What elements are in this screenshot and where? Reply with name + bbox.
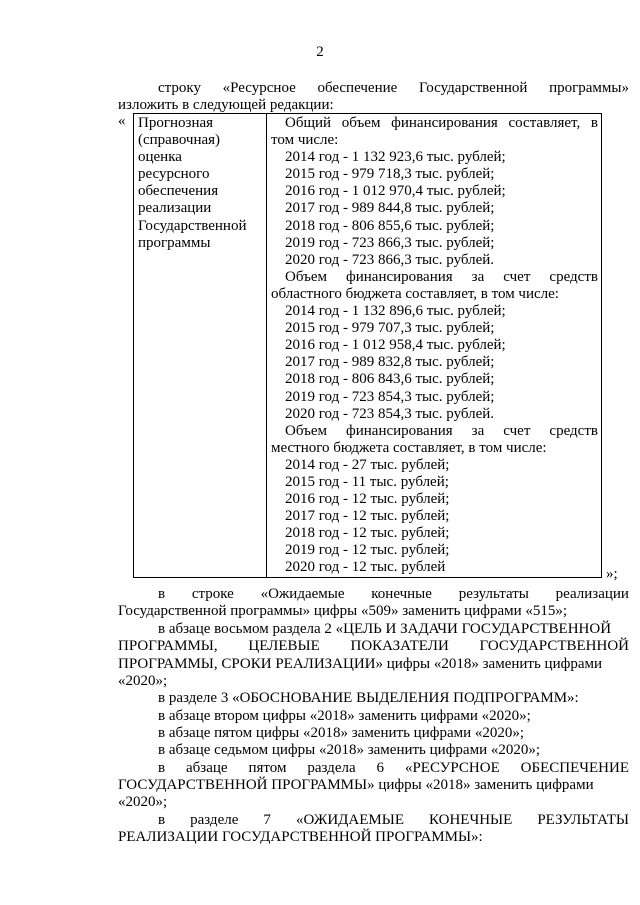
word: абзаце bbox=[186, 760, 228, 776]
regional-year-row: 2020 год - 723 854,3 тыс. рублей. bbox=[285, 405, 495, 422]
regional-year-row: 2018 год - 806 843,6 тыс. рублей; bbox=[285, 371, 495, 388]
regional-heading bbox=[271, 269, 598, 286]
word: за bbox=[471, 268, 485, 285]
paragraph-3: в разделе 3 «ОБОСНОВАНИЕ ВЫДЕЛЕНИЯ ПОДПРОГРАММ»: bbox=[158, 690, 579, 706]
label-line: (справочная) bbox=[138, 132, 221, 149]
paragraph-2-line-1: в абзаце восьмом раздела 2 «ЦЕЛЬ И ЗАДАЧИ ГОСУДАРСТВЕННОЙ bbox=[158, 621, 612, 637]
total-year-row: 2016 год - 1 012 970,4 тыс. рублей; bbox=[285, 183, 506, 200]
word: раздела bbox=[307, 760, 356, 776]
total-heading-cont: том числе: bbox=[271, 132, 339, 149]
word: ЦЕЛЕВЫЕ bbox=[248, 638, 320, 654]
word: Объем bbox=[285, 422, 327, 439]
word: 7 bbox=[263, 812, 271, 828]
paragraph-8-line-1 bbox=[158, 811, 629, 829]
word: «РЕСУРСНОЕ bbox=[404, 760, 500, 776]
label-line: программы bbox=[138, 234, 211, 251]
paragraph-1-line-1 bbox=[158, 585, 629, 603]
table-data-cell bbox=[267, 114, 602, 578]
total-year-row: 2014 год - 1 132 923,6 тыс. рублей; bbox=[285, 149, 506, 166]
word: составляет, bbox=[508, 115, 581, 131]
paragraph-2-line-3: ПРОГРАММЫ, СРОКИ РЕАЛИЗАЦИИ» цифры «2018» заменить цифрами bbox=[118, 656, 602, 672]
table-label-cell bbox=[134, 114, 267, 578]
regional-year-row: 2014 год - 1 132 896,6 тыс. рублей; bbox=[285, 303, 506, 320]
total-year-row: 2017 год - 989 844,8 тыс. рублей; bbox=[285, 200, 495, 217]
word: Государственной bbox=[418, 80, 528, 96]
label-line: Государственной bbox=[138, 217, 247, 234]
word: счет bbox=[503, 422, 531, 439]
total-year-row: 2018 год - 806 855,6 тыс. рублей; bbox=[285, 217, 495, 234]
table-open-quote: « bbox=[118, 113, 126, 129]
word: средств bbox=[549, 422, 598, 439]
word: строке bbox=[191, 586, 234, 602]
local-heading bbox=[271, 423, 598, 440]
word: счет bbox=[503, 268, 531, 285]
local-year-row: 2019 год - 12 тыс. рублей; bbox=[285, 542, 450, 559]
table-close-quote: »; bbox=[606, 566, 618, 582]
word: ГОСУДАРСТВЕННОЙ bbox=[479, 638, 629, 654]
word: пятом bbox=[248, 760, 287, 776]
word: «ОЖИДАЕМЫЕ bbox=[295, 812, 404, 828]
regional-year-row: 2016 год - 1 012 958,4 тыс. рублей; bbox=[285, 337, 506, 354]
local-heading-cont: местного бюджета составляет, в том числе: bbox=[271, 439, 547, 456]
word: обеспечение bbox=[317, 80, 398, 96]
word: 6 bbox=[376, 760, 385, 776]
word: конечные bbox=[371, 586, 432, 602]
local-year-row: 2015 год - 11 тыс. рублей; bbox=[285, 473, 449, 490]
paragraph-6: в абзаце седьмом цифры «2018» заменить цифрами «2020»; bbox=[158, 742, 541, 758]
word: в bbox=[158, 586, 166, 602]
word: ПРОГРАММЫ, bbox=[118, 638, 218, 654]
paragraph-5: в абзаце пятом цифры «2018» заменить цифрами «2020»; bbox=[158, 725, 525, 741]
regional-year-row: 2019 год - 723 854,3 тыс. рублей; bbox=[285, 388, 495, 405]
word: РЕЗУЛЬТАТЫ bbox=[537, 812, 629, 828]
regional-year-row: 2015 год - 979 707,3 тыс. рублей; bbox=[285, 320, 495, 337]
local-year-row: 2018 год - 12 тыс. рублей; bbox=[285, 525, 450, 542]
paragraph-7-line-3: «2020»; bbox=[118, 794, 168, 810]
word: финансирования bbox=[346, 422, 453, 439]
word: Общий bbox=[285, 115, 332, 131]
word: средств bbox=[549, 268, 598, 285]
label-line: реализации bbox=[138, 200, 212, 217]
word: «Ожидаемые bbox=[260, 586, 345, 602]
total-year-row: 2019 год - 723 866,3 тыс. рублей; bbox=[285, 234, 495, 251]
word: КОНЕЧНЫЕ bbox=[429, 812, 513, 828]
paragraph-1-line-2: Государственной программы» цифры «509» заменить цифрами «515»; bbox=[118, 603, 568, 619]
word: строку bbox=[158, 80, 201, 96]
word: ОБЕСПЕЧЕНИЕ bbox=[520, 760, 629, 776]
word: финансирования bbox=[391, 115, 498, 131]
label-line: оценка bbox=[138, 149, 182, 166]
word: Объем bbox=[285, 268, 327, 285]
page-number: 2 bbox=[316, 44, 324, 60]
label-line: Прогнозная bbox=[138, 115, 214, 131]
label-line: ресурсного bbox=[138, 166, 210, 183]
resource-table bbox=[133, 113, 602, 578]
word: ПОКАЗАТЕЛИ bbox=[350, 638, 449, 654]
word: за bbox=[471, 422, 485, 439]
word: в bbox=[158, 812, 166, 828]
word: реализации bbox=[555, 586, 629, 602]
paragraph-2-line-2 bbox=[118, 637, 629, 655]
word: программы» bbox=[549, 80, 629, 96]
regional-year-row: 2017 год - 989 832,8 тыс. рублей; bbox=[285, 354, 495, 371]
word: результаты bbox=[458, 586, 529, 602]
paragraph-7-line-2: ГОСУДАРСТВЕННОЙ ПРОГРАММЫ» цифры «2018» заменить цифрами bbox=[118, 777, 594, 793]
word: объем bbox=[341, 115, 381, 131]
local-year-row: 2014 год - 27 тыс. рублей; bbox=[285, 456, 450, 473]
word: в bbox=[158, 760, 166, 776]
word: в bbox=[590, 115, 598, 131]
word: «Ресурсное bbox=[222, 80, 296, 96]
paragraph-8-line-2: РЕАЛИЗАЦИИ ГОСУДАРСТВЕННОЙ ПРОГРАММЫ»: bbox=[118, 829, 483, 845]
local-year-row: 2017 год - 12 тыс. рублей; bbox=[285, 508, 450, 525]
total-heading bbox=[271, 115, 598, 132]
regional-heading-cont: областного бюджета составляет, в том числе: bbox=[271, 285, 559, 302]
local-year-row: 2020 год - 12 тыс. рублей bbox=[285, 559, 446, 576]
local-year-row: 2016 год - 12 тыс. рублей; bbox=[285, 491, 450, 508]
total-year-row: 2015 год - 979 718,3 тыс. рублей; bbox=[285, 166, 495, 183]
intro-line-1 bbox=[158, 79, 629, 97]
word: разделе bbox=[190, 812, 239, 828]
paragraph-4: в абзаце втором цифры «2018» заменить цифрами «2020»; bbox=[158, 708, 531, 724]
word: финансирования bbox=[346, 268, 453, 285]
paragraph-2-line-4: «2020»; bbox=[118, 673, 168, 689]
label-line: обеспечения bbox=[138, 183, 219, 200]
paragraph-7-line-1 bbox=[158, 759, 629, 777]
total-year-row: 2020 год - 723 866,3 тыс. рублей. bbox=[285, 251, 495, 268]
intro-line-2: изложить в следующей редакции: bbox=[118, 97, 334, 113]
